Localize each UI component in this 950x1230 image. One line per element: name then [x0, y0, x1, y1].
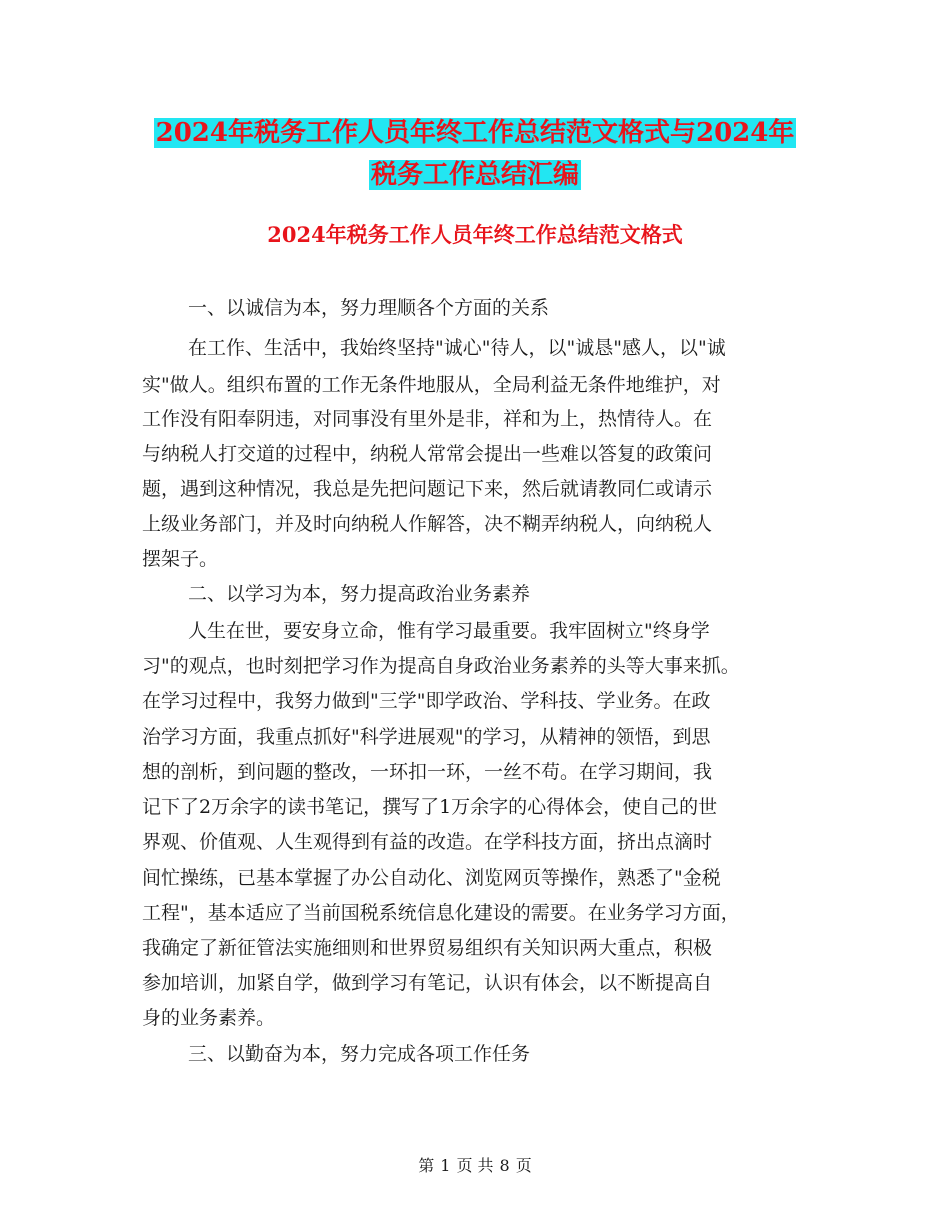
- page-footer: [0, 1153, 950, 1176]
- paragraph-line: 一、以诚信为本，努力理顺各个方面的关系: [188, 297, 550, 319]
- section-title: 2024年税务工作人员年终工作总结范文格式: [267, 222, 683, 247]
- paragraph-line: 与纳税人打交道的过程中，纳税人常常会提出一些难以答复的政策问: [142, 443, 713, 465]
- paragraph-line: 摆架子。: [142, 548, 219, 570]
- paragraph-line: 题，遇到这种情况，我总是先把问题记下来，然后就请教同仁或请示: [142, 478, 713, 500]
- paragraph-line: 想的剖析，到问题的整改，一环扣一环，一丝不苟。在学习期间，我: [142, 761, 713, 783]
- paragraph-line: 我确定了新征管法实施细则和世界贸易组织有关知识两大重点，积极: [142, 937, 713, 959]
- document-title-line-1: 2024年税务工作人员年终工作总结范文格式与2024年: [155, 118, 795, 148]
- paragraph-line: 二、以学习为本，努力提高政治业务素养: [188, 583, 531, 605]
- paragraph-line: 治学习方面，我重点抓好"科学进展观"的学习，从精神的领悟，到思: [142, 726, 711, 748]
- document-title-line-2: 税务工作总结汇编: [370, 160, 579, 190]
- footer-suffix: 页: [515, 1156, 532, 1175]
- paragraph-line: 上级业务部门，并及时向纳税人作解答，决不糊弄纳税人，向纳税人: [142, 513, 713, 535]
- paragraph-line: 界观、价值观、人生观得到有益的改造。在学科技方面，挤出点滴时: [142, 831, 713, 853]
- paragraph-line: 身的业务素养。: [142, 1007, 276, 1029]
- page-number: 1: [440, 1156, 451, 1175]
- paragraph-line: 在工作、生活中，我始终坚持"诚心"待人，以"诚恳"感人，以"诚: [188, 337, 726, 359]
- footer-prefix: 第: [418, 1156, 435, 1175]
- paragraph-line: 间忙操练，已基本掌握了办公自动化、浏览网页等操作，熟悉了"金税: [142, 867, 721, 889]
- paragraph-line: 工程"，基本适应了当前国税系统信息化建设的需要。在业务学习方面，: [142, 902, 740, 924]
- paragraph-line: 在学习过程中，我努力做到"三学"即学政治、学科技、学业务。在政: [142, 690, 711, 712]
- document-title: [0, 112, 950, 196]
- paragraph-line: 参加培训，加紧自学，做到学习有笔记，认识有体会，以不断提高自: [142, 972, 713, 994]
- paragraph-line: 工作没有阳奉阴违，对同事没有里外是非，祥和为上，热情待人。在: [142, 408, 713, 430]
- paragraph-line: 习"的观点，也时刻把学习作为提高自身政治业务素养的头等大事来抓。: [142, 655, 740, 677]
- footer-middle: 页 共: [456, 1156, 494, 1175]
- paragraph-line: 记下了2万余字的读书笔记，撰写了1万余字的心得体会，使自己的世: [142, 796, 718, 818]
- paragraph-line: 实"做人。组织布置的工作无条件地服从，全局利益无条件地维护，对: [142, 374, 721, 396]
- paragraph-line: 人生在世，要安身立命，惟有学习最重要。我牢固树立"终身学: [188, 620, 710, 642]
- paragraph-line: 三、以勤奋为本，努力完成各项工作任务: [188, 1043, 531, 1065]
- page-total: 8: [499, 1156, 510, 1175]
